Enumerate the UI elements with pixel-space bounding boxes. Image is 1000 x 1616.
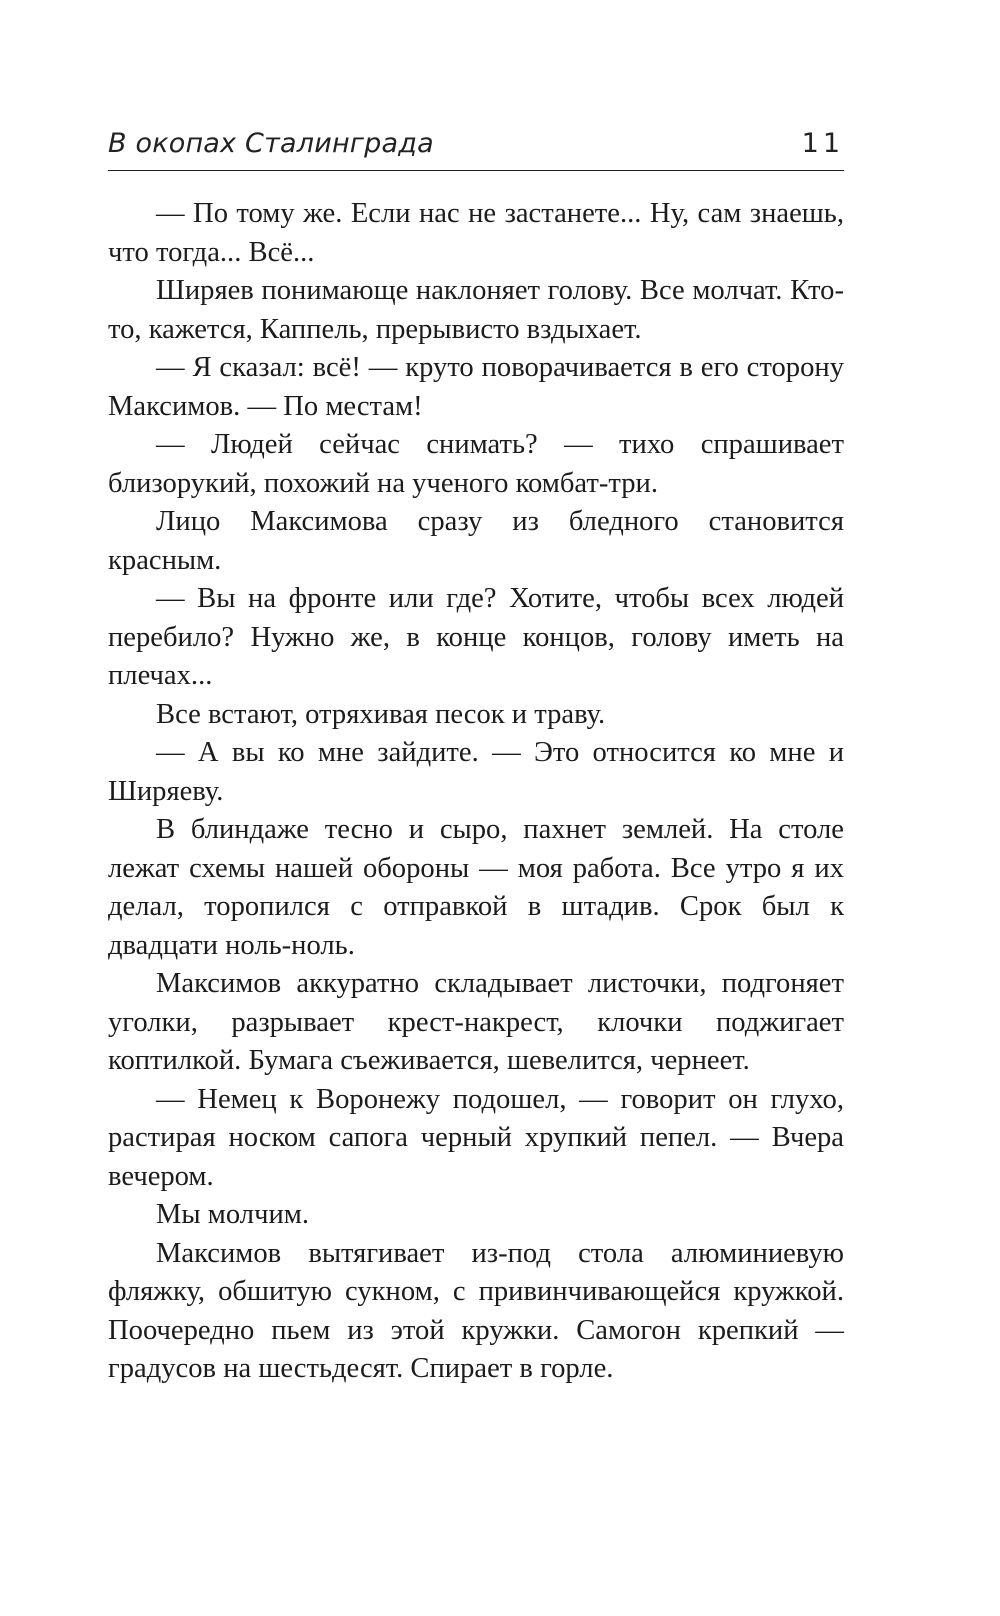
paragraph: Ширяев понимающе наклоняет голову. Все молчат. Кто-то, кажется, Каппель, прерывисто вздыхает. (108, 275, 844, 345)
paragraph: — Немец к Воронежу подошел, — говорит он глухо, растирая носком сапога черный хрупкий пепел. — Вчера вечером. (108, 1083, 844, 1192)
paragraph: — Я сказал: всё! — круто поворачивается в его сторону Максимов. — По местам! (108, 352, 844, 422)
running-title: В окопах Сталинграда (108, 128, 434, 159)
paragraph: Лицо Максимова сразу из бледного становится красным. (108, 506, 844, 576)
paragraph: — Вы на фронте или где? Хотите, чтобы всех людей перебило? Нужно же, в конце концов, голову иметь на плечах... (108, 583, 844, 691)
paragraph: Мы молчим. (156, 1199, 309, 1230)
paragraph: — Людей сейчас снимать? — тихо спрашивает близорукий, похожий на ученого комбат-три. (108, 429, 844, 499)
paragraph: — По тому же. Если нас не застанете... Ну, сам знаешь, что тогда... Всё... (108, 198, 844, 268)
book-page (108, 128, 844, 1389)
paragraph: Максимов вытягивает из-под стола алюминиевую фляжку, обшитую сукном, с привинчивающейся кружкой. Поочередно пьем из этой кружки. Самогон крепкий — градусов на шестьдесят. Спирает в горле. (108, 1237, 844, 1384)
paragraph: — А вы ко мне зайдите. — Это относится ко мне и Ширяеву. (108, 737, 844, 807)
paragraph: Все встают, отряхивая песок и траву. (156, 698, 606, 730)
running-header (108, 128, 844, 171)
paragraph: Максимов аккуратно складывает листочки, подгоняет уголки, разрывает крест-накрест, клочки поджигает коптилкой. Бумага съеживается, шевелится, чернеет. (108, 968, 844, 1076)
paragraph: В блиндаже тесно и сыро, пахнет землей. На столе лежат схемы нашей обороны — моя работа. Все утро я их делал, торопился с отправкой в штадив. Срок был к двадцати ноль-ноль. (108, 814, 844, 961)
page-number: 11 (801, 128, 844, 159)
body-text (108, 195, 844, 1389)
